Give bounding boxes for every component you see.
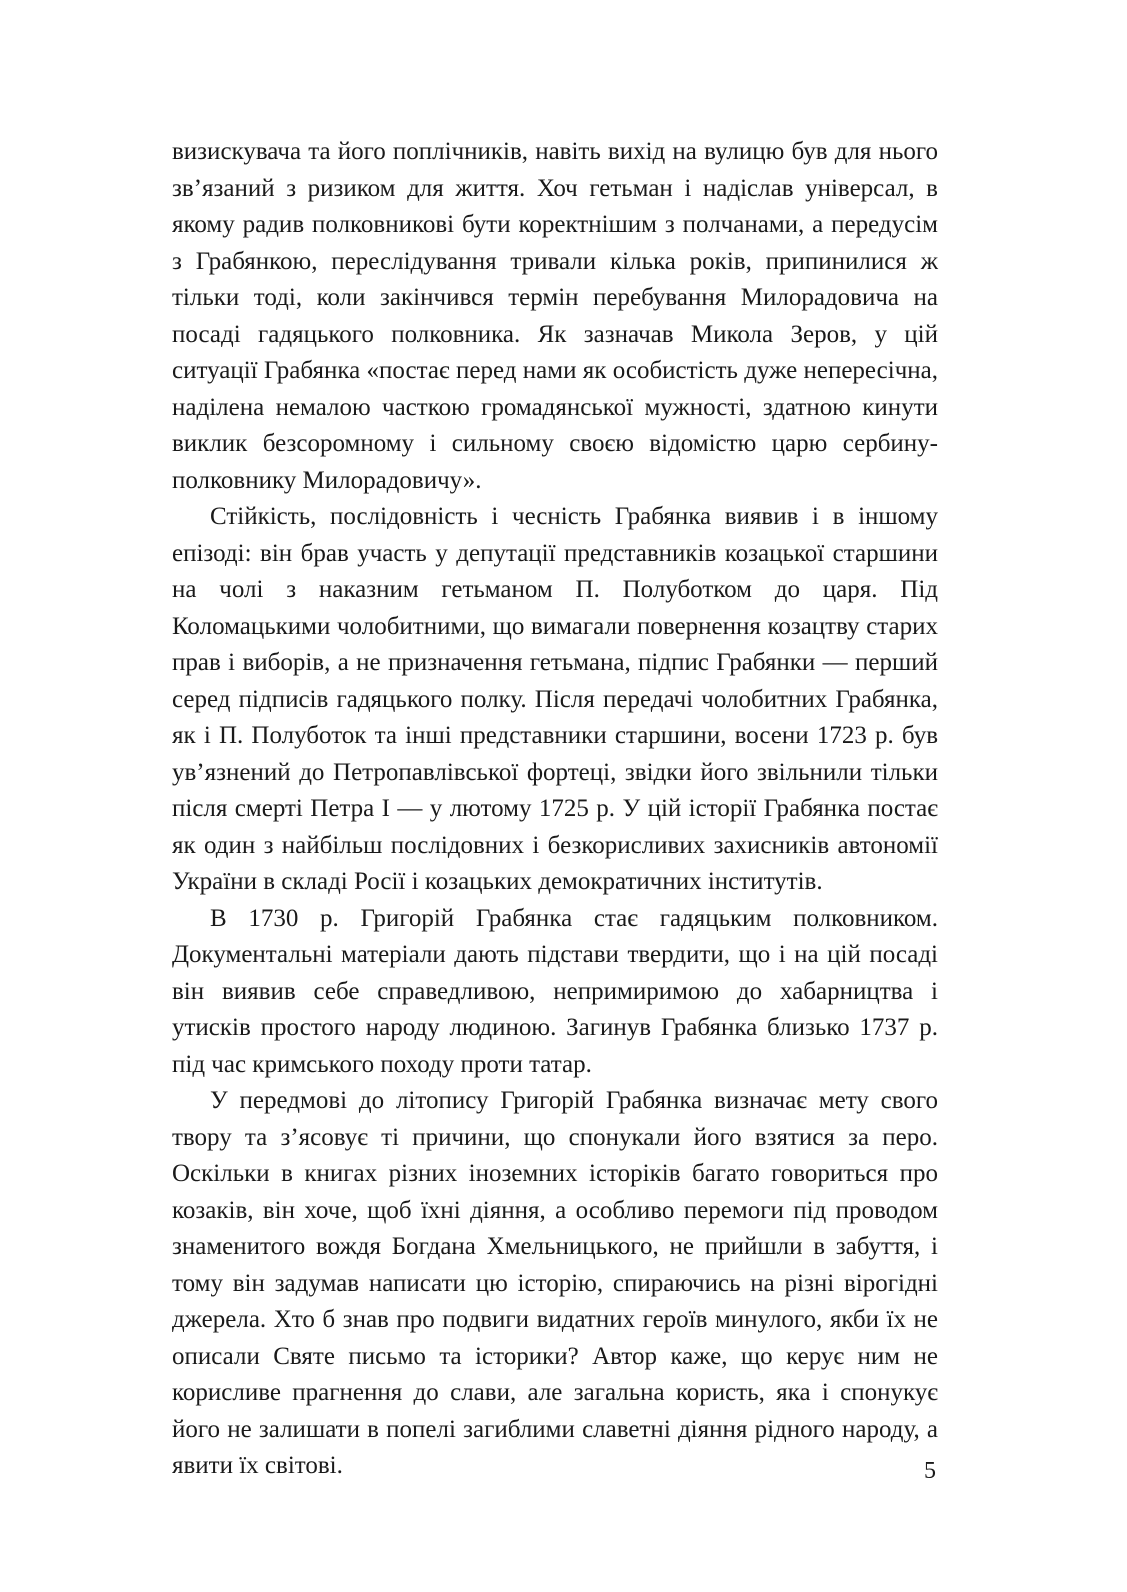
paragraph-3: В 1730 р. Григорій Грабянка стає гадяцьким полковником. Документальні матеріали дають підстави твердити, що і на цій посаді він виявив себе справедливою, непримиримою до хабарництва і утисків простого народу людиною. Загинув Грабянка близько 1737 р. під час кримського походу проти татар.: [172, 904, 938, 1078]
body-text: [172, 134, 938, 1485]
page-number: 5: [924, 1458, 936, 1484]
paragraph-2: Стійкість, послідовність і чесність Грабянка виявив і в іншому епізоді: він брав участь у депутації представників козацької старшини на чолі з наказним гетьманом П. Полуботком до царя. Під Коломацькими чолобитними, що вимагали повернення козацтву старих прав і виборів, а не призначення гетьмана, підпис Грабянки — перший серед підписів гадяцького полку. Після передачі чолобитних Грабянка, як і П. Полуботок та інші представники старшини, восени 1723 р. був ув’язнений до Петропавлівської фортеці, звідки його звільнили тільки після смерті Петра I — у лютому 1725 р. У цій історії Грабянка постає як один з найбільш послідовних і безкорисливих захисників автономії України в складі Росії і козацьких демократичних інститутів.: [172, 503, 938, 895]
paragraph-4: У передмові до літопису Григорій Грабянка визначає мету свого твору та з’ясовує ті причини, що спонукали його взятися за перо. Оскільки в книгах різних іноземних історіків багато говориться про козаків, він хоче, щоб їхні діяння, а особливо перемоги під проводом знаменитого вождя Богдана Хмельницького, не прийшли в забуття, і тому він задумав написати цю історію, спираючись на різні вірогідні джерела. Хто б знав про подвиги видатних героїв минулого, якби їх не описали Святе письмо та історики? Автор каже, що керує ним не корисливе прагнення до слави, але загальна користь, яка і спонукує його не залишати в попелі загиблими славетні діяння рідного народу, а явити їх світові.: [172, 1087, 938, 1479]
paragraph-1: визискувача та його поплічників, навіть вихід на вулицю був для нього зв’язаний з ризиком для життя. Хоч гетьман і надіслав універсал, в якому радив полковникові бути коректнішим з полчанами, а передусім з Грабянкою, переслідування тривали кілька років, припинилися ж тільки тоді, коли закінчився термін перебування Милорадовича на посаді гадяцького полковника. Як зазначав Микола Зеров, у цій ситуації Грабянка «постає перед нами як особистість дуже непересічна, наділена немалою часткою громадянської мужності, здатною кинути виклик безсоромному і сильному своєю відомістю царю сербину-полковнику Милорадовичу».: [172, 138, 938, 494]
